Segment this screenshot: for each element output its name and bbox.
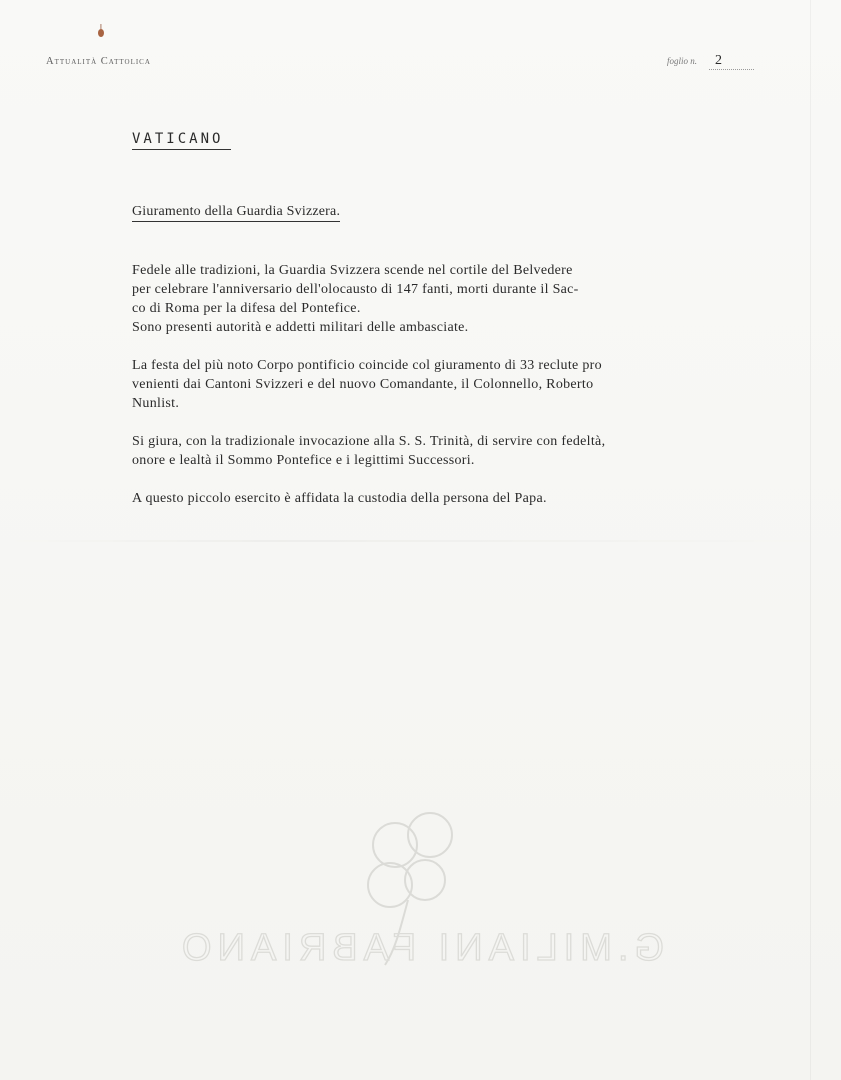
article-body bbox=[132, 261, 822, 527]
text-line: A questo piccolo esercito è affidata la custodia della persona del Papa. bbox=[132, 491, 547, 506]
text-line: Nunlist. bbox=[132, 396, 180, 411]
paragraph bbox=[132, 489, 822, 508]
text-line: venienti dai Cantoni Svizzeri e del nuovo Comandante, il Colonnello, Roberto bbox=[132, 377, 594, 392]
paper-fold bbox=[0, 540, 841, 542]
article-title: Giuramento della Guardia Svizzera. bbox=[132, 204, 340, 222]
text-line: Fedele alle tradizioni, la Guardia Svizzera scende nel cortile del Belvedere bbox=[132, 263, 573, 278]
text-line: Si giura, con la tradizionale invocazione alla S. S. Trinità, di servire con fedeltà, bbox=[132, 434, 606, 449]
sheet-number-field bbox=[667, 53, 754, 70]
text-line: onore e lealtà il Sommo Pontefice e i legittimi Successori. bbox=[132, 453, 475, 468]
paper-edge bbox=[810, 0, 811, 1080]
text-line: per celebrare l'anniversario dell'olocausto di 147 fanti, morti durante il Sac- bbox=[132, 282, 579, 297]
text-line: Sono presenti autorità e addetti militari delle ambasciate. bbox=[132, 320, 469, 335]
paragraph bbox=[132, 261, 822, 337]
sheet-number: 2 bbox=[709, 53, 754, 70]
paragraph bbox=[132, 432, 822, 470]
sheet-label: foglio n. bbox=[667, 56, 698, 66]
publication-header: Attualità Cattolica bbox=[46, 56, 151, 67]
paper-watermark bbox=[150, 800, 690, 1000]
text-line: co di Roma per la difesa del Pontefice. bbox=[132, 301, 361, 316]
watermark-text: G.MILIANI FABRIANO bbox=[175, 927, 665, 969]
text-line: La festa del più noto Corpo pontificio coincide col giuramento di 33 reclute pro bbox=[132, 358, 602, 373]
paragraph bbox=[132, 356, 822, 413]
rust-stain-icon bbox=[97, 24, 105, 38]
section-title: VATICANO bbox=[132, 131, 231, 150]
